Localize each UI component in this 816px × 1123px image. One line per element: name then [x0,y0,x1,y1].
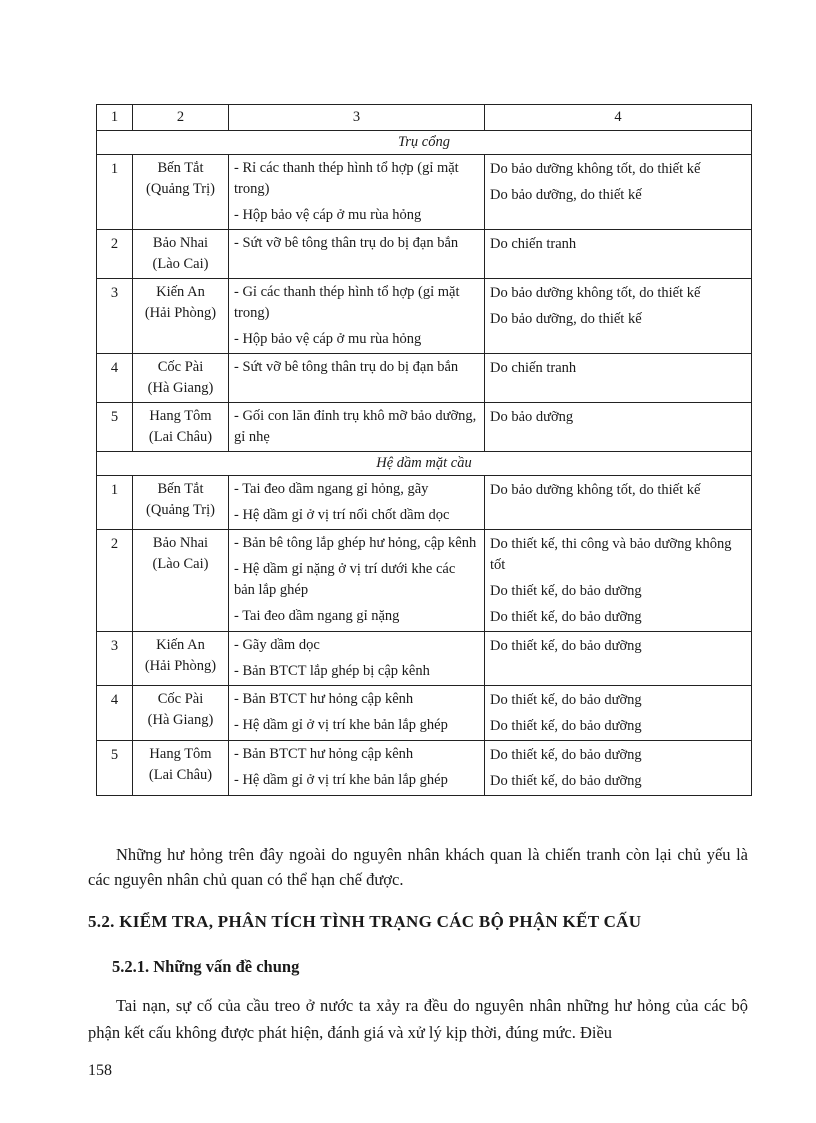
bridge-name: Cốc Pài [157,691,204,707]
damage-item: - Tai đeo dầm ngang gỉ nặng [234,608,400,624]
bridge-province: (Lào Cai) [152,256,209,272]
table-row [97,230,752,279]
row-number: 3 [97,279,133,354]
damage-cell [229,686,485,741]
header-cell-1: 1 [97,105,133,131]
cause-item: Do thiết kế, do bảo dưỡng [490,583,642,599]
bridge-name: Cốc Pài [157,359,204,375]
cause-cell [485,155,752,230]
bridge-province: (Hà Giang) [147,712,214,728]
bridge-province: (Hải Phòng) [144,305,217,321]
bridge-cell [133,155,229,230]
damage-item: - Hộp bảo vệ cáp ở mu rùa hỏng [234,331,422,347]
cause-item: Do thiết kế, do bảo dưỡng [490,692,642,708]
row-number: 1 [97,476,133,530]
bridge-province: (Lai Châu) [148,767,213,783]
row-number: 1 [97,155,133,230]
damage-cell [229,530,485,632]
damage-item: - Hộp bảo vệ cáp ở mu rùa hỏng [234,207,422,223]
damage-cell [229,354,485,403]
cause-item: Do thiết kế, do bảo dưỡng [490,773,642,789]
bridge-name: Hang Tôm [149,746,212,762]
cause-cell [485,741,752,796]
damage-cell [229,476,485,530]
header-cell-3: 3 [229,105,485,131]
bridge-cell [133,403,229,452]
row-number: 4 [97,686,133,741]
bridge-province: (Hà Giang) [147,380,214,396]
damage-item: - Sứt vỡ bê tông thân trụ do bị đạn bắn [234,235,459,251]
damage-item: - Rỉ các thanh thép hình tổ hợp (gỉ mặt trong) [234,160,459,197]
cause-cell [485,403,752,452]
cause-item: Do bảo dưỡng [490,409,574,425]
row-number: 2 [97,230,133,279]
cause-item: Do thiết kế, do bảo dưỡng [490,609,642,625]
cause-item: Do bảo dưỡng, do thiết kế [490,311,642,327]
cause-item: Do chiến tranh [490,236,577,252]
cause-item: Do thiết kế, do bảo dưỡng [490,638,642,654]
bridge-cell [133,686,229,741]
cause-item: Do chiến tranh [490,360,577,376]
bridge-province: (Lào Cai) [152,556,209,572]
damage-cell [229,155,485,230]
header-cell-4: 4 [485,105,752,131]
table-row [97,354,752,403]
bridge-province: (Lai Châu) [148,429,213,445]
damage-item: - Gãy dầm dọc [234,637,320,653]
cause-cell [485,530,752,632]
bridge-cell [133,741,229,796]
bridge-name: Bến Tắt [157,481,204,497]
damage-item: - Bản BTCT hư hỏng cập kênh [234,746,414,762]
damage-item: - Tai đeo dầm ngang gỉ hỏng, gãy [234,481,429,497]
bridge-name: Hang Tôm [149,408,212,424]
cause-cell [485,354,752,403]
bridge-cell [133,279,229,354]
bridge-cell [133,530,229,632]
damage-cell [229,279,485,354]
damage-cell [229,230,485,279]
bridge-province: (Quảng Trị) [146,502,215,518]
damage-table [96,104,752,796]
table-row [97,741,752,796]
damage-cell [229,741,485,796]
bridge-cell [133,230,229,279]
row-number: 4 [97,354,133,403]
table-row [97,476,752,530]
damage-cell [229,403,485,452]
table-header-row [97,105,752,131]
header-cell-2: 2 [133,105,229,131]
cause-item: Do bảo dưỡng không tốt, do thiết kế [490,161,701,177]
cause-item: Do bảo dưỡng, do thiết kế [490,187,642,203]
cause-item: Do thiết kế, thi công và bảo dưỡng không tốt [490,536,732,573]
section-row [97,131,752,155]
damage-item: - Hệ dầm gỉ ở vị trí khe bản lắp ghép [234,772,448,788]
table-row [97,279,752,354]
table-row [97,403,752,452]
table-row [97,155,752,230]
row-number: 2 [97,530,133,632]
bridge-name: Kiến An [156,637,205,653]
cause-cell [485,279,752,354]
cause-item: Do thiết kế, do bảo dưỡng [490,718,642,734]
table-row [97,686,752,741]
page-number: 158 [88,1062,112,1079]
cause-cell [485,230,752,279]
section-heading: 5.2. KIỂM TRA, PHÂN TÍCH TÌNH TRẠNG CÁC BỘ PHẬN KẾT CẤU [88,912,642,931]
damage-item: - Gối con lăn đỉnh trụ khô mỡ bảo dưỡng, gỉ nhẹ [234,408,477,445]
damage-item: - Sứt vỡ bê tông thân trụ do bị đạn bắn [234,359,459,375]
damage-item: - Hệ dầm gỉ ở vị trí khe bản lắp ghép [234,717,448,733]
section-row [97,452,752,476]
damage-item: - Bản BTCT hư hỏng cập kênh [234,691,414,707]
row-number: 5 [97,741,133,796]
paragraph-conclusion: Những hư hỏng trên đây ngoài do nguyên nhân khách quan là chiến tranh còn lại chủ yếu là các nguyên nhân chủ quan có thể hạn chế được. [88,845,748,889]
damage-item: - Bản bê tông lắp ghép hư hỏng, cập kênh [234,535,477,551]
bridge-cell [133,476,229,530]
row-number: 3 [97,632,133,686]
section-title: Trụ cổng [97,131,752,155]
table-row [97,530,752,632]
bridge-name: Bảo Nhai [152,235,209,251]
damage-item: - Gỉ các thanh thép hình tổ hợp (gỉ mặt trong) [234,284,460,321]
cause-item: Do bảo dưỡng không tốt, do thiết kế [490,285,701,301]
bridge-province: (Quảng Trị) [146,181,215,197]
bridge-cell [133,354,229,403]
bridge-province: (Hải Phòng) [144,658,217,674]
damage-cell [229,632,485,686]
cause-item: Do bảo dưỡng không tốt, do thiết kế [490,482,701,498]
row-number: 5 [97,403,133,452]
damage-item: - Hệ dầm gỉ ở vị trí nối chốt dầm dọc [234,507,450,523]
section-title: Hệ dầm mặt cầu [97,452,752,476]
cause-cell [485,476,752,530]
bridge-name: Kiến An [156,284,205,300]
damage-table-container [96,104,751,796]
bridge-name: Bến Tắt [157,160,204,176]
cause-cell [485,632,752,686]
damage-item: - Hệ dầm gỉ nặng ở vị trí dưới khe các bản lắp ghép [234,561,456,598]
bridge-name: Bảo Nhai [152,535,209,551]
cause-cell [485,686,752,741]
paragraph-intro: Tai nạn, sự cố của cầu treo ở nước ta xảy ra đều do nguyên nhân những hư hỏng của các bộ phận kết cấu không được phát hiện, đánh giá và xử lý kịp thời, đúng mức. Điều [88,996,748,1042]
table-row [97,632,752,686]
damage-item: - Bản BTCT lắp ghép bị cập kênh [234,663,430,679]
cause-item: Do thiết kế, do bảo dưỡng [490,747,642,763]
subsection-heading: 5.2.1. Những vấn đề chung [112,957,300,976]
bridge-cell [133,632,229,686]
